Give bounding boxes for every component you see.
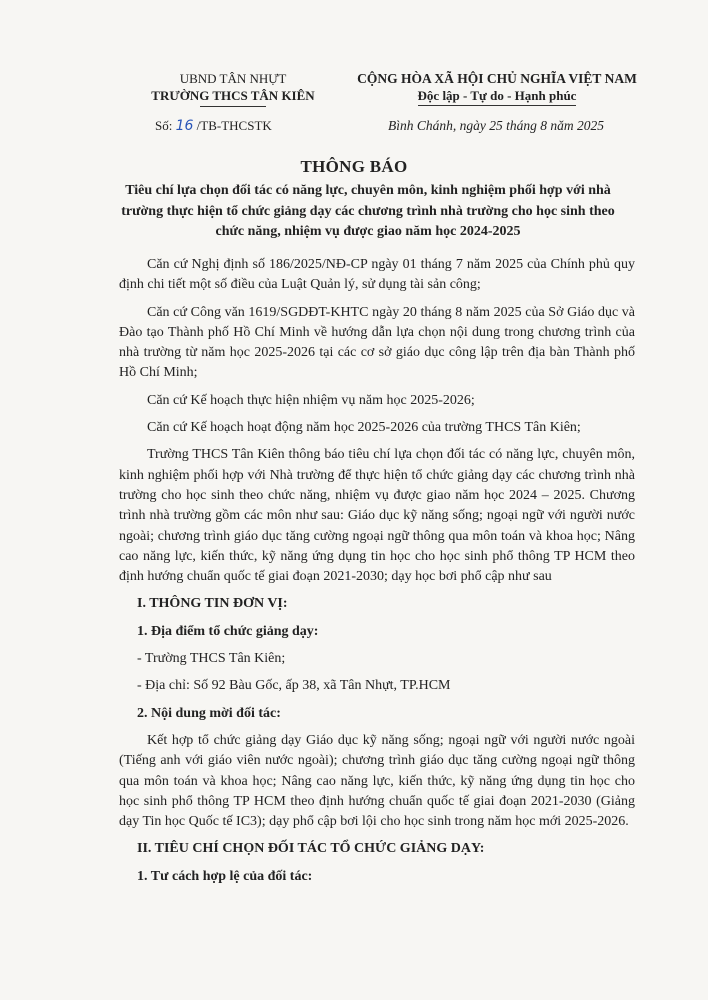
- document-title: THÔNG BÁO: [300, 157, 408, 176]
- paragraph: Trường THCS Tân Kiên thông báo tiêu chí lựa chọn đối tác có năng lực, chuyên môn, kinh nghiệm phối hợp với Nhà trường để thực hiện tổ chức giảng dạy các chương trình nhà trường cho học sinh theo chức năng, nhiệm vụ được giao năm học 2024 – 2025. Chương trình nhà trường gồm các môn như sau: Giáo dục kỹ năng sống; ngoại ngữ với người nước ngoài; chương trình giáo dục tăng cường ngoại ngữ thông qua môn toán và khoa học; Nâng cao năng lực, kiến thức, kỹ năng ứng dụng tin học cho học sinh phổ thông TP HCM theo định hướng chuẩn quốc tế giai đoạn 2021-2030; dạy học bơi phổ cập như sau: [119, 447, 635, 585]
- issuer-underline: [200, 106, 266, 107]
- list-item: - Địa chỉ: Số 92 Bàu Gốc, ấp 38, xã Tân Nhựt, TP.HCM: [137, 678, 451, 694]
- paragraph: Căn cứ Kế hoạch thực hiện nhiệm vụ năm học 2025-2026;: [147, 392, 475, 408]
- subsection-heading: 1. Địa điểm tổ chức giảng dạy:: [137, 623, 319, 639]
- section-heading: II. TIÊU CHÍ CHỌN ĐỐI TÁC TỔ CHỨC GIẢNG DẠY:: [137, 841, 485, 857]
- document-subtitle: Tiêu chí lựa chọn đối tác có năng lực, chuyên môn, kinh nghiệm phối hợp với nhà trường thực hiện tổ chức giảng dạy các chương trình nhà trường cho học sinh theo chức năng, nhiệm vụ được giao năm học 2024-2025: [121, 183, 615, 239]
- doc-number-suffix: /TB-THCSTK: [196, 118, 272, 133]
- subsection-heading: 2. Nội dung mời đối tác:: [137, 705, 281, 721]
- paragraph: Căn cứ Nghị định số 186/2025/NĐ-CP ngày 01 tháng 7 năm 2025 của Chính phủ quy định chi tiết một số điều của Luật Quản lý, sử dụng tài sản công;: [119, 257, 635, 293]
- issuer-block: [118, 70, 348, 107]
- list-item: - Trường THCS Tân Kiên;: [137, 651, 286, 667]
- doc-number-prefix: Số:: [155, 118, 173, 133]
- document-body: [119, 255, 635, 894]
- document-number: [155, 118, 272, 134]
- country-name: CỘNG HÒA XÃ HỘI CHỦ NGHĨA VIỆT NAM: [357, 71, 637, 86]
- paragraph: Căn cứ Công văn 1619/SGDĐT-KHTC ngày 20 tháng 8 năm 2025 của Sở Giáo dục và Đào tạo Thành phố Hồ Chí Minh về hướng dẫn lựa chọn nội dung trong chương trình của nhà trường từ năm học 2025-2026 tại các cơ sở giáo dục công lập trên địa bàn Thành phố Hồ Chí Minh;: [119, 304, 635, 381]
- subsection-heading: 1. Tư cách hợp lệ của đối tác:: [137, 868, 313, 884]
- agency-name: UBND TÂN NHỰT: [179, 71, 287, 86]
- section-heading: I. THÔNG TIN ĐƠN VỊ:: [137, 596, 288, 612]
- place-date: Bình Chánh, ngày 25 tháng 8 năm 2025: [388, 118, 604, 133]
- school-name: TRƯỜNG THCS TÂN KIÊN: [151, 88, 315, 103]
- paragraph: Kết hợp tổ chức giảng dạy Giáo dục kỹ năng sống; ngoại ngữ với người nước ngoài (Tiếng anh với giáo viên nước ngoài); chương trình giáo dục tăng cường ngoại ngữ thông qua môn toán và khoa học; Nâng cao năng lực, kiến thức, kỹ năng ứng dụng tin học cho học sinh phổ thông TP HCM theo định hướng chuẩn quốc tế giai đoạn 2021-2030 (Giảng dạy Tin học Quốc tế IC3); dạy phổ cập bơi lội cho học sinh trong năm học mới 2025-2026.: [119, 732, 635, 830]
- national-heading: [352, 70, 642, 106]
- doc-number-handwritten: 16: [175, 118, 194, 134]
- paragraph: Căn cứ Kế hoạch hoạt động năm học 2025-2026 của trường THCS Tân Kiên;: [147, 420, 581, 436]
- national-motto: Độc lập - Tự do - Hạnh phúc: [418, 87, 577, 106]
